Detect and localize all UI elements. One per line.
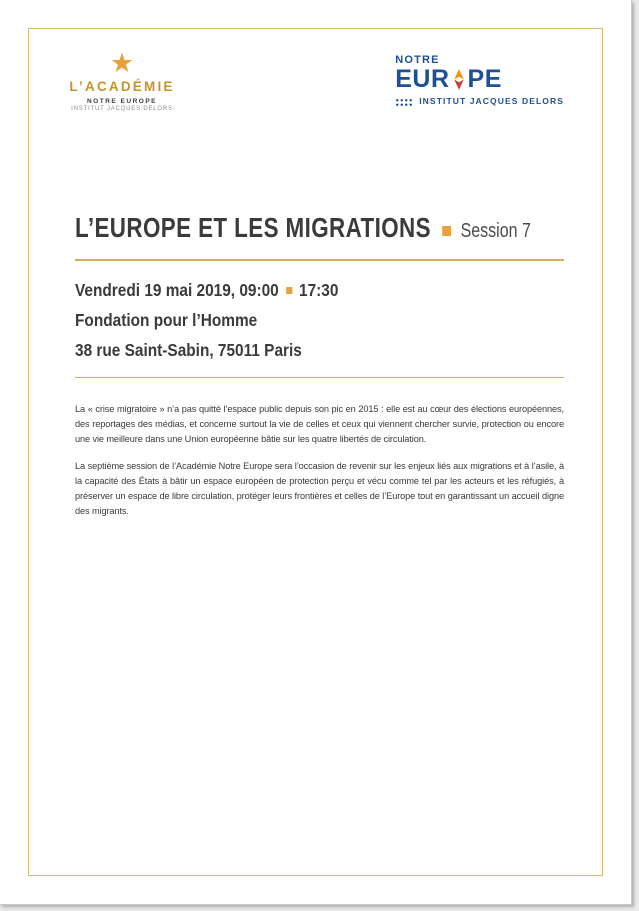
event-venue: Fondation pour l’Homme (75, 309, 258, 330)
session-label: Session 7 (460, 220, 531, 242)
event-datetime (75, 275, 564, 305)
compass-icon (451, 69, 467, 90)
notre-europe-institute-label: INSTITUT JACQUES DELORS (419, 96, 564, 106)
divider-rule-top (75, 259, 564, 261)
page-title: L’EUROPE ET LES MIGRATIONS (75, 212, 431, 243)
notre-europe-logo-top: NOTRE (395, 54, 440, 66)
academie-logo-subtitle: NOTRE EUROPE (86, 98, 157, 105)
event-address: 38 rue Saint-Sabin, 75011 Paris (75, 339, 302, 360)
divider-rule-bottom (75, 377, 564, 379)
notre-europe-logo-wordmark (395, 66, 564, 92)
body-paragraph-1: La « crise migratoire » n’a pas quitté l’espace public depuis son pic en 2015 : elle est au cœur des élections européennes, des reportages des médias, et concerne surtout la vie de celles et ceux qui viennent chercher survie, protection ou encore une vie meilleure dans une Union européenne bâtie sur les quatre libertés de circulation. (75, 404, 564, 444)
notre-europe-logo-subtitle-row (395, 96, 564, 106)
academie-logo-institute: INSTITUT JACQUES DELORS (71, 106, 173, 112)
notre-europe-logo (395, 54, 564, 106)
title-bullet-square-icon (442, 226, 451, 236)
wordmark-prefix: EUR (395, 65, 450, 93)
event-details (75, 275, 564, 365)
title-row (75, 212, 564, 244)
event-date-start: Vendredi 19 mai 2019, 09:00 (75, 279, 279, 300)
wordmark-suffix: PE (467, 65, 502, 93)
star-icon: ★ (109, 48, 135, 78)
academie-logo (57, 50, 187, 112)
logos-row (69, 48, 564, 112)
event-date-end: 17:30 (299, 279, 339, 300)
academie-logo-title: L’ACADÉMIE (69, 79, 175, 94)
page-content (69, 0, 564, 519)
body-paragraph-2: La septième session de l’Académie Notre Europe sera l’occasion de revenir sur les enjeux liés aux migrations et à l’asile, à la capacité des États à bâtir un espace européen de protection perçu et vécu comme tel par les acteurs et les réfugiés, à préserver un espace de libre circulation, protéger leurs frontières et celles de l’Europe tout en garantissant un accueil digne des migrants. (75, 461, 564, 516)
dots-pattern-icon (395, 97, 414, 106)
time-separator-square-icon (286, 287, 292, 294)
